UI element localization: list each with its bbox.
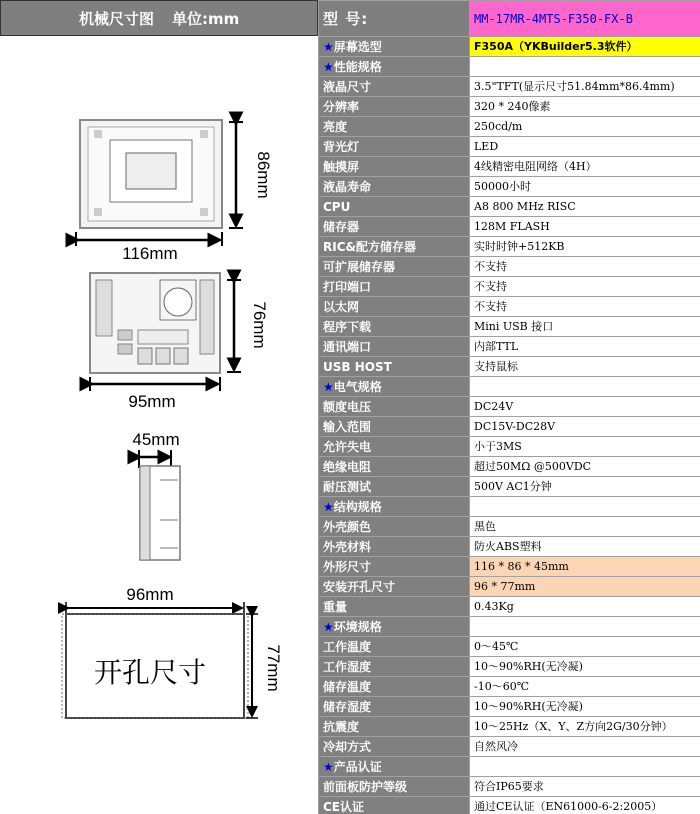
front-width-label: 116mm bbox=[122, 244, 178, 263]
spec-value bbox=[470, 377, 700, 397]
spec-label: 储存器 bbox=[319, 217, 470, 237]
spec-value bbox=[470, 497, 700, 517]
spec-value: 500V AC1分钟 bbox=[470, 477, 700, 497]
spec-label: 外壳材料 bbox=[319, 537, 470, 557]
spec-label: ★产品认证 bbox=[319, 757, 470, 777]
spec-value: 320 * 240像素 bbox=[470, 97, 700, 117]
spec-value: 96 * 77mm bbox=[470, 577, 700, 597]
spec-value: 小于3MS bbox=[470, 437, 700, 457]
spec-label: 打印端口 bbox=[319, 277, 470, 297]
spec-row bbox=[319, 677, 700, 697]
spec-value: 通过CE认证（EN61000-6-2:2005） bbox=[470, 797, 700, 814]
star-icon: ★ bbox=[323, 759, 334, 774]
spec-row bbox=[319, 157, 700, 177]
spec-row bbox=[319, 797, 700, 814]
spec-row bbox=[319, 37, 700, 57]
dimension-title: 机械尺寸图 bbox=[79, 9, 155, 28]
spec-value: Mini USB 接口 bbox=[470, 317, 700, 337]
spec-section-row bbox=[319, 377, 700, 397]
model-row bbox=[319, 1, 700, 37]
star-icon: ★ bbox=[323, 499, 334, 514]
spec-value: 不支持 bbox=[470, 297, 700, 317]
spec-value: 支持鼠标 bbox=[470, 357, 700, 377]
spec-label: 抗震度 bbox=[319, 717, 470, 737]
spec-row bbox=[319, 357, 700, 377]
spec-value: 10～25Hz（X、Y、Z方向2G/30分钟） bbox=[470, 717, 700, 737]
spec-label: 亮度 bbox=[319, 117, 470, 137]
spec-value: 超过50MΩ @500VDC bbox=[470, 457, 700, 477]
spec-value: 黑色 bbox=[470, 517, 700, 537]
spec-value: -10～60℃ bbox=[470, 677, 700, 697]
spec-label: ★电气规格 bbox=[319, 377, 470, 397]
spec-row bbox=[319, 637, 700, 657]
spec-value: 自然风冷 bbox=[470, 737, 700, 757]
spec-section-row bbox=[319, 757, 700, 777]
side-view-drawing bbox=[139, 450, 180, 560]
spec-value: 50000小时 bbox=[470, 177, 700, 197]
spec-value: F350A（YKBuilder5.3软件） bbox=[470, 37, 700, 57]
spec-label: 可扩展储存器 bbox=[319, 257, 470, 277]
spec-row bbox=[319, 417, 700, 437]
spec-value: 3.5"TFT(显示尺寸51.84mm*86.4mm) bbox=[470, 77, 700, 97]
spec-label: RIC&配方储存器 bbox=[319, 237, 470, 257]
spec-value: 0.43Kg bbox=[470, 597, 700, 617]
spec-value: 116 * 86 * 45mm bbox=[470, 557, 700, 577]
spec-row bbox=[319, 657, 700, 677]
spec-row bbox=[319, 477, 700, 497]
spec-label: 允许失电 bbox=[319, 437, 470, 457]
spec-value: LED bbox=[470, 137, 700, 157]
spec-label: 绝缘电阻 bbox=[319, 457, 470, 477]
spec-label: 冷却方式 bbox=[319, 737, 470, 757]
spec-row bbox=[319, 697, 700, 717]
spec-row bbox=[319, 557, 700, 577]
depth-label: 45mm bbox=[132, 430, 180, 449]
spec-value: 250cd/m bbox=[470, 117, 700, 137]
spec-label: 触摸屏 bbox=[319, 157, 470, 177]
spec-value bbox=[470, 757, 700, 777]
back-width-label: 95mm bbox=[128, 392, 176, 411]
spec-row bbox=[319, 237, 700, 257]
spec-row bbox=[319, 717, 700, 737]
cutout-height-label: 77mm bbox=[264, 644, 283, 692]
spec-label: 额度电压 bbox=[319, 397, 470, 417]
spec-label: 安装开孔尺寸 bbox=[319, 577, 470, 597]
back-view-drawing bbox=[90, 273, 241, 391]
spec-section-row bbox=[319, 57, 700, 77]
spec-row bbox=[319, 517, 700, 537]
spec-label: 外形尺寸 bbox=[319, 557, 470, 577]
spec-label: ★屏幕选型 bbox=[319, 37, 470, 57]
spec-row bbox=[319, 577, 700, 597]
spec-row bbox=[319, 777, 700, 797]
spec-label: 重量 bbox=[319, 597, 470, 617]
spec-row bbox=[319, 217, 700, 237]
spec-row bbox=[319, 197, 700, 217]
star-icon: ★ bbox=[323, 39, 334, 54]
spec-row bbox=[319, 457, 700, 477]
dimension-panel bbox=[0, 0, 318, 814]
spec-row bbox=[319, 277, 700, 297]
spec-label: 储存温度 bbox=[319, 677, 470, 697]
spec-row bbox=[319, 77, 700, 97]
spec-label: 外壳颜色 bbox=[319, 517, 470, 537]
spec-label: 工作湿度 bbox=[319, 657, 470, 677]
dimension-header bbox=[0, 0, 318, 36]
front-view-drawing bbox=[76, 120, 243, 246]
spec-row bbox=[319, 437, 700, 457]
spec-row bbox=[319, 177, 700, 197]
spec-row bbox=[319, 597, 700, 617]
spec-label: 前面板防护等级 bbox=[319, 777, 470, 797]
star-icon: ★ bbox=[323, 59, 334, 74]
spec-label: ★结构规格 bbox=[319, 497, 470, 517]
spec-value bbox=[470, 617, 700, 637]
spec-label: 程序下载 bbox=[319, 317, 470, 337]
spec-table bbox=[318, 0, 700, 814]
spec-label: 以太网 bbox=[319, 297, 470, 317]
spec-label: 液晶尺寸 bbox=[319, 77, 470, 97]
model-value: MM-17MR-4MTS-F350-FX-B bbox=[470, 1, 700, 37]
spec-value: 防火ABS塑料 bbox=[470, 537, 700, 557]
cutout-label: 开孔尺寸 bbox=[93, 656, 207, 689]
spec-label: ★性能规格 bbox=[319, 57, 470, 77]
spec-row bbox=[319, 297, 700, 317]
spec-value: A8 800 MHz RISC bbox=[470, 197, 700, 217]
spec-label: 背光灯 bbox=[319, 137, 470, 157]
spec-label: CPU bbox=[319, 197, 470, 217]
spec-label: ★环境规格 bbox=[319, 617, 470, 637]
spec-label: 输入范围 bbox=[319, 417, 470, 437]
spec-label: 分辨率 bbox=[319, 97, 470, 117]
spec-value: 内部TTL bbox=[470, 337, 700, 357]
dimension-drawings bbox=[0, 36, 318, 814]
spec-value: 不支持 bbox=[470, 277, 700, 297]
star-icon: ★ bbox=[323, 379, 334, 394]
spec-value: 实时时钟+512KB bbox=[470, 237, 700, 257]
spec-value: 0～45℃ bbox=[470, 637, 700, 657]
back-height-label: 76mm bbox=[250, 301, 269, 349]
spec-label: 通讯端口 bbox=[319, 337, 470, 357]
dimension-unit: 单位:mm bbox=[172, 9, 240, 28]
spec-value: 4线精密电阻网络（4H） bbox=[470, 157, 700, 177]
spec-value: 符合IP65要求 bbox=[470, 777, 700, 797]
spec-label: 工作温度 bbox=[319, 637, 470, 657]
spec-section-row bbox=[319, 497, 700, 517]
spec-value: DC15V-DC28V bbox=[470, 417, 700, 437]
spec-value: 10～90%RH(无冷凝) bbox=[470, 697, 700, 717]
spec-label: 储存湿度 bbox=[319, 697, 470, 717]
spec-row bbox=[319, 537, 700, 557]
spec-row bbox=[319, 397, 700, 417]
spec-value: DC24V bbox=[470, 397, 700, 417]
spec-label: 液晶寿命 bbox=[319, 177, 470, 197]
spec-row bbox=[319, 137, 700, 157]
spec-row bbox=[319, 337, 700, 357]
spec-section-row bbox=[319, 617, 700, 637]
spec-label: USB HOST bbox=[319, 357, 470, 377]
spec-label: CE认证 bbox=[319, 797, 470, 814]
spec-row bbox=[319, 737, 700, 757]
spec-value: 不支持 bbox=[470, 257, 700, 277]
spec-row bbox=[319, 117, 700, 137]
spec-row bbox=[319, 257, 700, 277]
cutout-width-label: 96mm bbox=[126, 585, 174, 604]
spec-value: 128M FLASH bbox=[470, 217, 700, 237]
model-label: 型 号: bbox=[319, 1, 470, 37]
spec-label: 耐压测试 bbox=[319, 477, 470, 497]
spec-row bbox=[319, 97, 700, 117]
spec-value bbox=[470, 57, 700, 77]
spec-value: 10～90%RH(无冷凝) bbox=[470, 657, 700, 677]
star-icon: ★ bbox=[323, 619, 334, 634]
front-height-label: 86mm bbox=[254, 151, 273, 199]
spec-row bbox=[319, 317, 700, 337]
